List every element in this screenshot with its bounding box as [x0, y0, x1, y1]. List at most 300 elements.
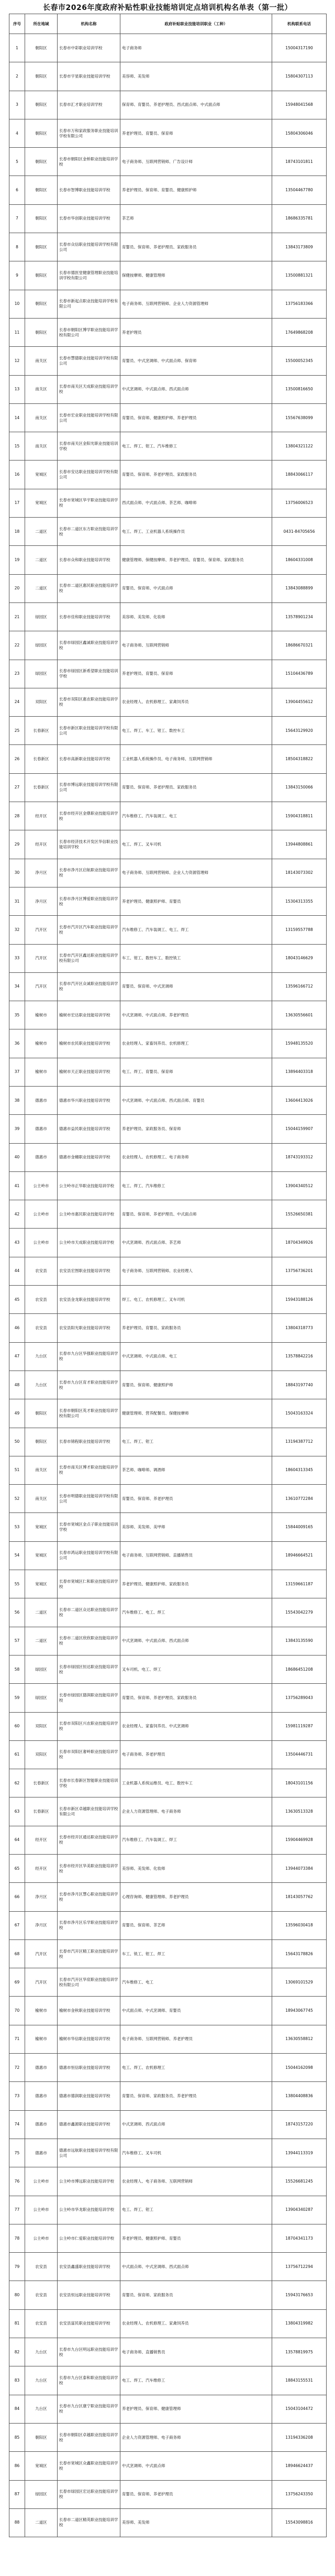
table-row — [9, 631, 327, 660]
table-row — [9, 119, 327, 147]
row-seq: 5 — [9, 148, 25, 176]
row-phone: 13944808861 — [272, 830, 327, 859]
table-row — [9, 859, 327, 887]
table-body — [9, 34, 327, 2537]
row-profession: 焊工、电工、农机修理工、叉车司机 — [120, 1286, 272, 1314]
row-area: 绿园区 — [25, 631, 58, 660]
row-area: 汽开区 — [25, 1939, 58, 1968]
row-name: 德惠市华兴职业技能培训学校 — [58, 1086, 120, 1114]
table-row — [9, 1797, 327, 1826]
table-row — [9, 1712, 327, 1740]
row-area: 公主岭市 — [25, 2167, 58, 2196]
row-seq: 33 — [9, 944, 25, 972]
row-profession: 农业经理人、农机修理工、家禽饲养员 — [120, 2309, 272, 2338]
table-row — [9, 432, 327, 461]
row-seq: 85 — [9, 2423, 25, 2451]
row-seq: 30 — [9, 859, 25, 887]
table-row — [9, 1997, 327, 2025]
table-row — [9, 261, 327, 290]
row-area: 九台区 — [25, 1371, 58, 1399]
row-seq: 73 — [9, 2082, 25, 2110]
row-seq: 38 — [9, 1086, 25, 1114]
row-area: 二道区 — [25, 2508, 58, 2537]
row-name: 长春市汽开区精工职业技能培训学校 — [58, 1939, 120, 1968]
table-row — [9, 1257, 327, 1285]
row-name: 榆树市天正职业技能培训学校 — [58, 1058, 120, 1086]
row-name: 长春市绿园区宏达职业技能培训学校 — [58, 2480, 120, 2508]
row-profession: 育婴员、保育师、中式烹调师 — [120, 972, 272, 1001]
row-profession: 育婴员、保育师、健康照护师、养老护理员 — [120, 403, 272, 432]
row-name: 长春市朝阳区金桥职业技能培训学校 — [58, 148, 120, 176]
row-seq: 56 — [9, 1598, 25, 1627]
row-profession: 美容师、美发师 — [120, 2508, 272, 2537]
row-name: 公主岭市天成职业技能培训学校 — [58, 1229, 120, 1257]
row-seq: 42 — [9, 1200, 25, 1229]
row-phone: 13596166712 — [272, 972, 327, 1001]
row-phone: 18043101156 — [272, 1769, 327, 1797]
row-name: 长春市双阳区惠农职业技能培训学校 — [58, 688, 120, 716]
row-seq: 62 — [9, 1769, 25, 1797]
table-row — [9, 204, 327, 233]
row-phone: 13756006523 — [272, 489, 327, 517]
row-name: 农安县阳光职业技能培训学校 — [58, 1314, 120, 1342]
row-profession: 汽车维修工、电工 — [120, 1968, 272, 1997]
row-phone: 13159557788 — [272, 916, 327, 944]
row-profession: 养老护理员、健康照护师、育婴员 — [120, 2224, 272, 2252]
row-name: 农安县恒远职业技能培训学校 — [58, 2281, 120, 2309]
row-area: 长春新区 — [25, 717, 58, 745]
row-name: 德惠市益民职业技能培训学校 — [58, 1115, 120, 1143]
row-profession: 电子商务师、互联网营销师 — [120, 631, 272, 660]
row-profession: 电子商务师、直播销售员 — [120, 2338, 272, 2366]
table-row — [9, 660, 327, 688]
table-header-row — [9, 14, 327, 34]
row-area: 榆树市 — [25, 1029, 58, 1058]
row-phone: 15104436789 — [272, 660, 327, 688]
row-seq: 14 — [9, 403, 25, 432]
row-phone: 18743101811 — [272, 148, 327, 176]
row-area: 德惠市 — [25, 2054, 58, 2082]
row-phone: 13843135590 — [272, 1627, 327, 1655]
row-area: 绿园区 — [25, 602, 58, 631]
row-profession: 育婴员、保育师、养老护理员 — [120, 1485, 272, 1513]
header-profession: 政府补贴职业技能培训职业（工种） — [120, 14, 272, 34]
table-row — [9, 62, 327, 91]
row-seq: 39 — [9, 1115, 25, 1143]
row-phone: 13804408836 — [272, 2082, 327, 2110]
row-profession: 农业经理人、电子商务师、互联网营销师 — [120, 2167, 272, 2196]
row-name: 长春市南关区金阳光职业技能培训学校 — [58, 432, 120, 461]
row-area: 德惠市 — [25, 2139, 58, 2167]
row-area: 榆树市 — [25, 1058, 58, 1086]
row-profession: 电工、焊工、汽车维修工 — [120, 1171, 272, 1200]
table-row — [9, 1086, 327, 1114]
row-name: 长春市净月区博爱职业技能培训学校 — [58, 887, 120, 915]
row-seq: 47 — [9, 1342, 25, 1371]
row-seq: 61 — [9, 1740, 25, 1769]
row-name: 长春市二道区精英职业技能培训学校 — [58, 2508, 120, 2537]
row-seq: 23 — [9, 660, 25, 688]
row-phone: 13194387712 — [272, 1428, 327, 1456]
row-profession: 健康管理师、营养配餐员、保健按摩师 — [120, 1399, 272, 1428]
row-area: 宽城区 — [25, 489, 58, 517]
row-phone: 13500881321 — [272, 261, 327, 290]
row-phone: 18604313345 — [272, 1456, 327, 1484]
row-seq: 80 — [9, 2281, 25, 2309]
row-profession: 中式烹调师、中式面点师、西式面点师 — [120, 375, 272, 403]
row-phone: 13578819975 — [272, 2338, 327, 2366]
row-seq: 12 — [9, 347, 25, 375]
row-name: 长春市绿园区鑫诚职业技能培训学校 — [58, 631, 120, 660]
row-area: 宽城区 — [25, 1570, 58, 1598]
row-name: 长春市经开区金鼎职业技能培训学校 — [58, 802, 120, 830]
row-name: 长春市汇才职业培训学校 — [58, 91, 120, 119]
table-row — [9, 802, 327, 830]
row-seq: 19 — [9, 546, 25, 574]
row-phone: 15043104472 — [272, 2395, 327, 2423]
row-seq: 25 — [9, 717, 25, 745]
table-row — [9, 318, 327, 346]
table-row — [9, 602, 327, 631]
row-phone: 18704341173 — [272, 2224, 327, 2252]
row-area: 宽城区 — [25, 2452, 58, 2480]
row-seq: 7 — [9, 204, 25, 233]
row-area: 九台区 — [25, 2338, 58, 2366]
table-row — [9, 2082, 327, 2110]
row-area: 宽城区 — [25, 1513, 58, 1541]
row-phone: 13504446731 — [272, 1740, 327, 1769]
row-area: 绿园区 — [25, 660, 58, 688]
row-seq: 17 — [9, 489, 25, 517]
row-area: 汽开区 — [25, 972, 58, 1001]
row-seq: 79 — [9, 2253, 25, 2281]
row-name: 长春市宇星职业技能培训学校 — [58, 62, 120, 91]
row-phone: 15948135520 — [272, 1029, 327, 1058]
row-seq: 54 — [9, 1541, 25, 1570]
row-area: 宽城区 — [25, 1541, 58, 1570]
row-seq: 21 — [9, 602, 25, 631]
row-profession: 企业人力资源管理师、电子商务师 — [120, 2423, 272, 2451]
row-phone: 13804319982 — [272, 2309, 327, 2338]
row-profession: 育婴员、保育师、家政服务员、养老护理员 — [120, 2082, 272, 2110]
row-profession: 中式烹调师、中式面点师、电工 — [120, 1342, 272, 1371]
row-name: 长春市二道区众达职业技能培训学校 — [58, 1598, 120, 1627]
row-name: 长春市绿园区新希望职业技能培训学校 — [58, 660, 120, 688]
row-profession: 车工、钳工、数控车工、数控铣工 — [120, 944, 272, 972]
row-phone: 17649868208 — [272, 318, 327, 346]
table-row — [9, 1513, 327, 1541]
table-row — [9, 2253, 327, 2281]
row-seq: 22 — [9, 631, 25, 660]
institution-table — [9, 14, 327, 2537]
row-seq: 77 — [9, 2196, 25, 2224]
row-area: 德惠市 — [25, 2110, 58, 2139]
row-name: 长春市德医堂健康管理职业技能培训学校有限公司 — [58, 261, 120, 290]
row-area: 朝阳区 — [25, 204, 58, 233]
row-seq: 50 — [9, 1428, 25, 1456]
row-phone: 15844009165 — [272, 1513, 327, 1541]
row-seq: 10 — [9, 290, 25, 318]
row-profession: 工业机器人系统操作员、电子商务师、互联网营销师 — [120, 745, 272, 773]
row-area: 二道区 — [25, 546, 58, 574]
table-row — [9, 1769, 327, 1797]
table-row — [9, 1598, 327, 1627]
row-phone: 13756183366 — [272, 290, 327, 318]
row-seq: 11 — [9, 318, 25, 346]
row-name: 农安县富民职业技能培训学校 — [58, 2309, 120, 2338]
row-area: 净月区 — [25, 859, 58, 887]
row-name: 公主岭市华龙职业技能培训学校 — [58, 2196, 120, 2224]
row-area: 公主岭市 — [25, 1171, 58, 1200]
table-row — [9, 1968, 327, 1997]
row-seq: 53 — [9, 1513, 25, 1541]
table-row — [9, 1570, 327, 1598]
table-row — [9, 2139, 327, 2167]
row-phone: 18743193312 — [272, 1143, 327, 1171]
row-name: 长春市新区卓越职业技能培训学校有限公司 — [58, 1797, 120, 1826]
header-area: 所在地域 — [25, 14, 58, 34]
row-name: 长春市宏业职业技能培训学校有限公司 — [58, 403, 120, 432]
row-name: 公主岭市惠民职业技能培训学校 — [58, 1200, 120, 1229]
row-phone: 15981119287 — [272, 1712, 327, 1740]
row-profession: 养老护理员、保育师、健康管理师 — [120, 2395, 272, 2423]
row-profession: 育婴员、保育师、茶艺师 — [120, 1911, 272, 1939]
row-area: 公主岭市 — [25, 2196, 58, 2224]
row-seq: 31 — [9, 887, 25, 915]
table-row — [9, 1655, 327, 1683]
row-name: 农安县宏图职业技能培训学校 — [58, 1257, 120, 1285]
row-phone: 13596030418 — [272, 1911, 327, 1939]
row-profession: 工业机器人系统运维员、电工、数控车工 — [120, 1769, 272, 1797]
row-phone: 15044162098 — [272, 2054, 327, 2082]
row-name: 德惠市恒信职业技能培训学校 — [58, 2054, 120, 2082]
table-row — [9, 34, 327, 62]
row-area: 宽城区 — [25, 461, 58, 489]
row-name: 长春市鸿运职业技能培训学校有限公司 — [58, 1541, 120, 1570]
row-profession: 电工、焊工、钳工 — [120, 2196, 272, 2224]
row-phone: 15643178826 — [272, 1939, 327, 1968]
row-phone: 18143073302 — [272, 859, 327, 887]
table-row — [9, 1371, 327, 1399]
table-row — [9, 1826, 327, 1854]
row-phone: 15500052345 — [272, 347, 327, 375]
table-row — [9, 773, 327, 802]
row-seq: 24 — [9, 688, 25, 716]
row-area: 农安县 — [25, 1286, 58, 1314]
row-profession: 汽车维修工、电工、焊工 — [120, 1598, 272, 1627]
row-profession: 茶艺师 — [120, 204, 272, 233]
row-seq: 66 — [9, 1883, 25, 1911]
row-profession: 育婴员、保育师、中式面点师 — [120, 574, 272, 602]
page-title: 长春市2026年度政府补贴性职业技能培训定点培训机构名单表（第一批） — [43, 4, 292, 12]
row-area: 二道区 — [25, 518, 58, 546]
row-seq: 27 — [9, 773, 25, 802]
row-phone: 13756289043 — [272, 1684, 327, 1712]
row-area: 南关区 — [25, 347, 58, 375]
row-phone: 15567638099 — [272, 403, 327, 432]
row-seq: 81 — [9, 2309, 25, 2338]
row-profession: 中式面点师、中式烹调师、西式面点师 — [120, 2253, 272, 2281]
row-area: 南关区 — [25, 1456, 58, 1484]
table-row — [9, 574, 327, 602]
row-profession: 电工、焊工、育婴员、保育师 — [120, 1058, 272, 1086]
row-seq: 16 — [9, 461, 25, 489]
row-area: 农安县 — [25, 1314, 58, 1342]
table-row — [9, 1001, 327, 1029]
row-phone: 13194336208 — [272, 2423, 327, 2451]
table-row — [9, 489, 327, 517]
row-name: 长春市九台区康宁职业技能培训学校 — [58, 2395, 120, 2423]
row-profession: 保健按摩师、健康管理师 — [120, 261, 272, 290]
row-name: 长春市新区职业技能培训学校有限公司 — [58, 717, 120, 745]
header-name: 机构名称 — [58, 14, 120, 34]
row-profession: 农业经理人、家畜饲养员、中式烹调师 — [120, 1712, 272, 1740]
row-profession: 电工、焊工、叉车司机 — [120, 830, 272, 859]
row-name: 长春市众信职业技能培训学校有限公司 — [58, 233, 120, 261]
row-profession: 中式烹调师、西式面点师、茶艺师 — [120, 1229, 272, 1257]
row-profession: 汽车维修工、汽车装调工、电工 — [120, 802, 272, 830]
row-seq: 87 — [9, 2480, 25, 2508]
row-seq: 45 — [9, 1286, 25, 1314]
row-name: 长春市汽开区鑫达职业技能培训学校有限公司 — [58, 944, 120, 972]
row-profession: 汽车维修工、叉车司机 — [120, 2139, 272, 2167]
table-row — [9, 1399, 327, 1428]
row-area: 经开区 — [25, 830, 58, 859]
table-row — [9, 2395, 327, 2423]
row-name: 长春市锦程职业技能培训学校 — [58, 1428, 120, 1456]
row-phone: 18946624437 — [272, 2452, 327, 2480]
row-phone: 13630513328 — [272, 1797, 327, 1826]
table-row — [9, 461, 327, 489]
row-profession: 健康管理师、保健按摩师、养老护理员、育婴员、保育师、家政服务员 — [120, 546, 272, 574]
row-area: 二道区 — [25, 1627, 58, 1655]
row-seq: 44 — [9, 1257, 25, 1285]
row-seq: 2 — [9, 62, 25, 91]
row-phone: 13904340287 — [272, 2196, 327, 2224]
row-seq: 8 — [9, 233, 25, 261]
row-seq: 29 — [9, 830, 25, 859]
row-profession: 电工、焊工、钳工 — [120, 1428, 272, 1456]
row-area: 净月区 — [25, 1883, 58, 1911]
row-seq: 20 — [9, 574, 25, 602]
row-phone: 13843150066 — [272, 773, 327, 802]
row-area: 公主岭市 — [25, 1229, 58, 1257]
row-name: 长春市中彩职业培训学校 — [58, 34, 120, 62]
row-area: 农安县 — [25, 1257, 58, 1285]
table-row — [9, 2452, 327, 2480]
row-phone: 18943067745 — [272, 1997, 327, 2025]
row-name: 长春市南关区天成职业技能培训学校 — [58, 375, 120, 403]
row-area: 朝阳区 — [25, 290, 58, 318]
row-area: 南关区 — [25, 432, 58, 461]
row-seq: 71 — [9, 2025, 25, 2053]
row-phone: 15943188126 — [272, 1286, 327, 1314]
table-row — [9, 2423, 327, 2451]
row-name: 长春市双阳区奢岭职业技能培训学校 — [58, 1740, 120, 1769]
row-phone: 13804321122 — [272, 432, 327, 461]
row-name: 长春市华创职业技能培训学校 — [58, 204, 120, 233]
row-seq: 65 — [9, 1855, 25, 1883]
table-row — [9, 518, 327, 546]
row-profession: 育婴员、保育师、家政服务员 — [120, 2281, 272, 2309]
row-seq: 35 — [9, 1001, 25, 1029]
row-name: 长春市宽城区仁和职业技能培训学校 — [58, 1570, 120, 1598]
row-profession: 电工、焊工、车工、钳工、数控车工 — [120, 717, 272, 745]
row-area: 汽开区 — [25, 1968, 58, 1997]
row-name: 长春市绿园区德润职业技能培训学校 — [58, 1684, 120, 1712]
table-row — [9, 1740, 327, 1769]
row-name: 榆树市农民职业技能培训学校 — [58, 1029, 120, 1058]
table-row — [9, 2338, 327, 2366]
table-row — [9, 1456, 327, 1484]
row-profession: 电工、焊工、汽车维修工 — [120, 2366, 272, 2395]
row-area: 绿园区 — [25, 2480, 58, 2508]
row-seq: 3 — [9, 91, 25, 119]
row-profession: 心理咨询师、健康管理师、养老护理员 — [120, 1883, 272, 1911]
row-area: 九台区 — [25, 1342, 58, 1371]
table-row — [9, 688, 327, 716]
row-profession: 育婴员、保育师、健康照护师 — [120, 1371, 272, 1399]
row-area: 朝阳区 — [25, 176, 58, 204]
table-row — [9, 2281, 327, 2309]
row-phone: 13504467780 — [272, 176, 327, 204]
row-phone: 13944113319 — [272, 2139, 327, 2167]
row-name: 长春市长春新区智能职业技能培训学校 — [58, 1769, 120, 1797]
row-name: 长春市宽城区众鑫职业技能培训学校 — [58, 2452, 120, 2480]
row-profession: 农业经理人、农机修理工、电子商务师 — [120, 1143, 272, 1171]
row-phone: 18686335781 — [272, 204, 327, 233]
row-name: 长春市经开区通达职业技能培训学校 — [58, 1826, 120, 1854]
table-row — [9, 2025, 327, 2053]
row-name: 长春市九台区泰和职业技能培训学校 — [58, 2366, 120, 2395]
row-phone: 13756736201 — [272, 1257, 327, 1285]
row-phone: 15543098816 — [272, 2508, 327, 2537]
row-profession: 电子商务师 — [120, 34, 272, 62]
row-area: 朝阳区 — [25, 2423, 58, 2451]
header-phone: 机构联系电话 — [272, 14, 327, 34]
row-seq: 43 — [9, 1229, 25, 1257]
row-name: 长春市安达职业技能培训学校有限公司 — [58, 461, 120, 489]
row-name: 长春市智博职业技能培训学校 — [58, 176, 120, 204]
row-seq: 15 — [9, 432, 25, 461]
table-row — [9, 1627, 327, 1655]
table-row — [9, 2196, 327, 2224]
row-seq: 40 — [9, 1143, 25, 1171]
row-phone: 13630556601 — [272, 1001, 327, 1029]
row-profession: 养老护理员、家政服务员、保育师 — [120, 1115, 272, 1143]
row-seq: 51 — [9, 1456, 25, 1484]
row-name: 长春市万和家政服务职业技能培训学校有限公司 — [58, 119, 120, 147]
row-phone: 13500816650 — [272, 375, 327, 403]
row-phone: 15526681245 — [272, 2167, 327, 2196]
table-row — [9, 1485, 327, 1513]
table-row — [9, 972, 327, 1001]
table-row — [9, 2224, 327, 2252]
row-profession: 中式烹调师、西式面点师 — [120, 2110, 272, 2139]
row-name: 长春市新起点职业技能培训学校有限公司 — [58, 290, 120, 318]
table-row — [9, 1342, 327, 1371]
row-area: 双阳区 — [25, 688, 58, 716]
table-row — [9, 1939, 327, 1968]
row-profession: 育婴员、保育师、养老护理员、家政服务员 — [120, 461, 272, 489]
row-seq: 64 — [9, 1826, 25, 1854]
row-seq: 18 — [9, 518, 25, 546]
row-name: 长春市宽城区金点子职业技能培训学校 — [58, 1513, 120, 1541]
row-area: 朝阳区 — [25, 62, 58, 91]
row-area: 朝阳区 — [25, 261, 58, 290]
row-area: 德惠市 — [25, 1143, 58, 1171]
row-phone: 0431-84705656 — [272, 518, 327, 546]
